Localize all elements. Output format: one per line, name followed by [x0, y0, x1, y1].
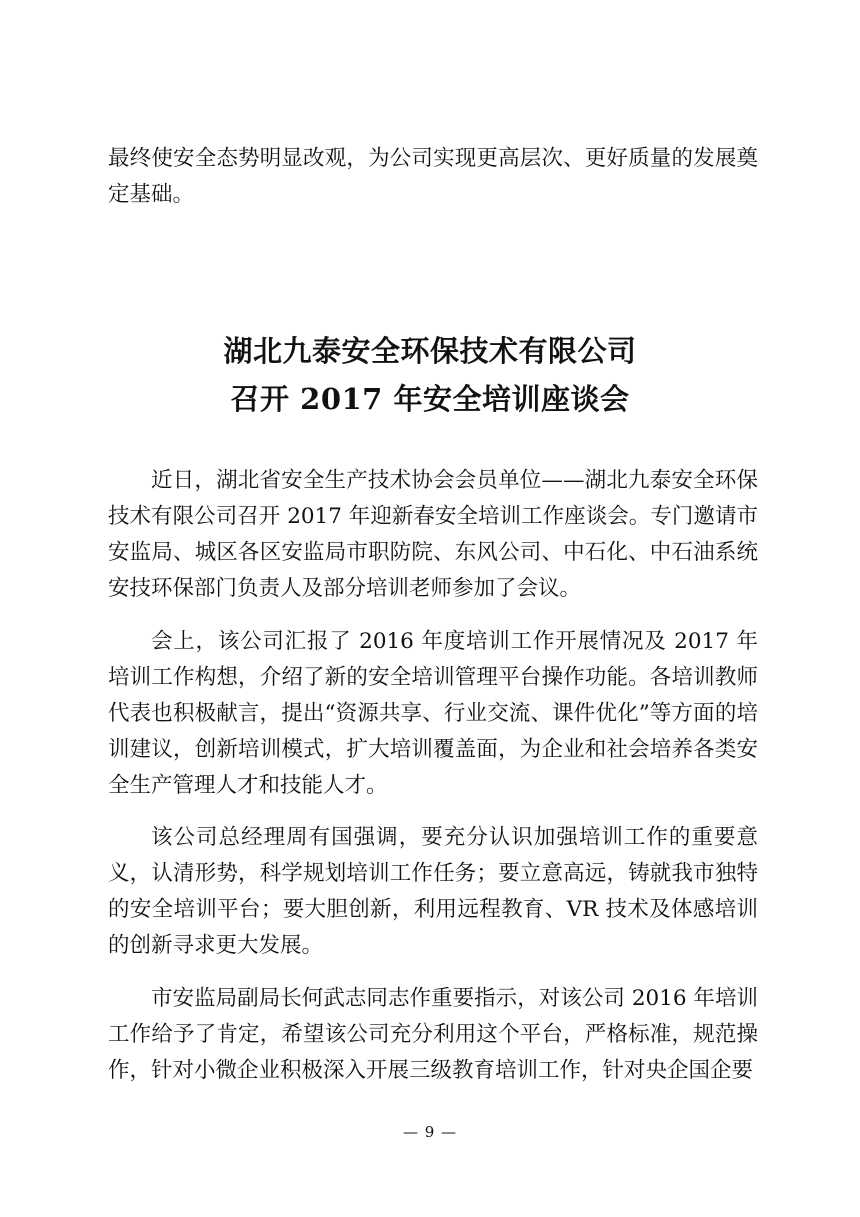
body-paragraph-1: 近日，湖北省安全生产技术协会会员单位——湖北九泰安全环保技术有限公司召开 2017 年迎新春安全培训工作座谈会。专门邀请市安监局、城区各区安监局市职防院、东风公司、中石化、中石油系统安技环保部门负责人及部分培训老师参加了会议。	[108, 468, 758, 601]
body-paragraph-4: 市安监局副局长何武志同志作重要指示，对该公司 2016 年培训工作给予了肯定，希望该公司充分利用这个平台，严格标准，规范操作，针对小微企业积极深入开展三级教育培训工作，针对央企国企要	[108, 986, 758, 1083]
intro-paragraph: 最终使安全态势明显改观，为公司实现更高层次、更好质量的发展奠定基础。	[108, 146, 758, 207]
body-paragraph-3: 该公司总经理周有国强调，要充分认识加强培训工作的重要意义，认清形势，科学规划培训工作任务；要立意高远，铸就我市独特的安全培训平台；要大胆创新，利用远程教育、VR 技术及体感培训的创新寻求更大发展。	[108, 825, 758, 958]
article-title-line-2: 召开 2017 年安全培训座谈会	[230, 382, 630, 416]
page-number: — 9 —	[402, 1123, 458, 1141]
body-paragraph-2: 会上，该公司汇报了 2016 年度培训工作开展情况及 2017 年培训工作构想，介绍了新的安全培训管理平台操作功能。各培训教师代表也积极献言，提出“资源共享、行业交流、课件优化”等方面的培训建议，创新培训模式，扩大培训覆盖面，为企业和社会培养各类安全生产管理人才和技能人才。	[108, 629, 758, 798]
article-title-line-1: 湖北九泰安全环保技术有限公司	[223, 334, 637, 368]
